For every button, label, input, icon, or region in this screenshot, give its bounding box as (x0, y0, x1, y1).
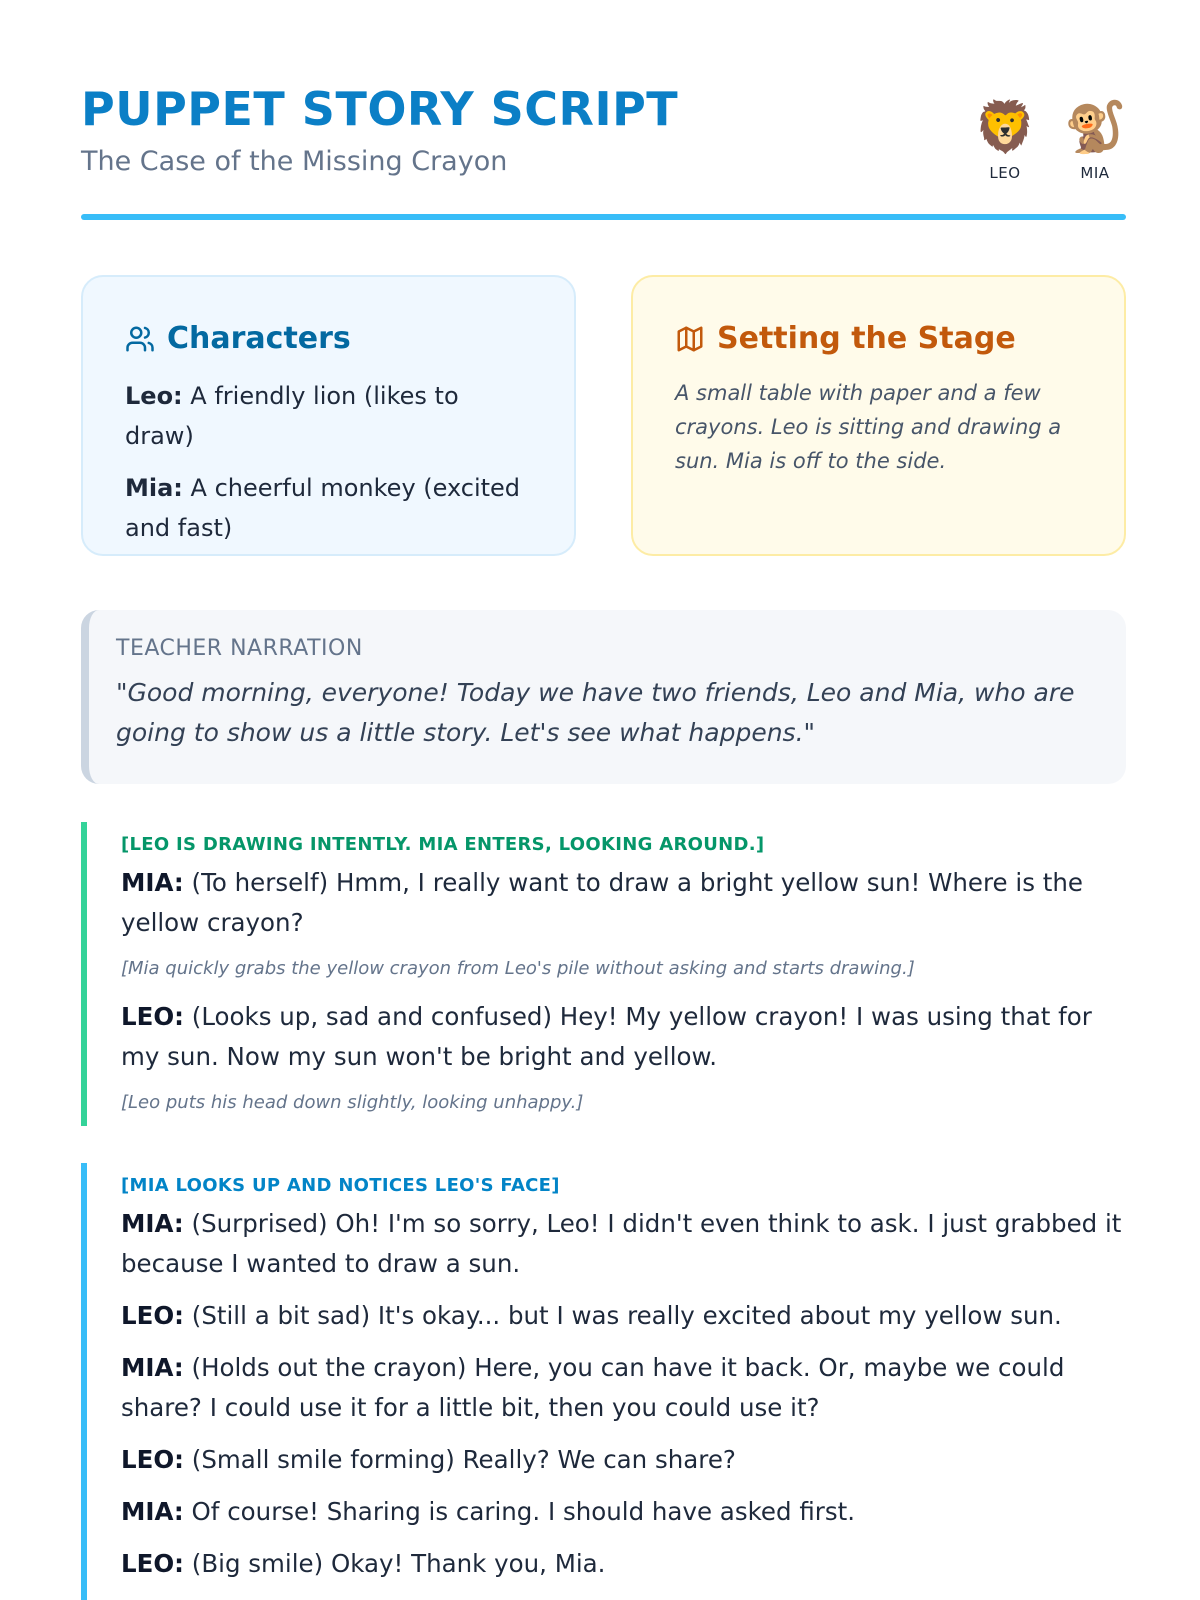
dialogue-text: (Small smile forming) Really? We can share? (191, 1445, 736, 1474)
narration-text: "Good morning, everyone! Today we have two friends, Leo and Mia, who are going to show us a little story. Let's see what happens." (116, 678, 1075, 747)
character-name: Leo: (125, 382, 183, 410)
lion-icon: 🦁 (974, 98, 1037, 156)
script-page (81, 0, 1126, 1600)
dialogue-text: (To herself) Hmm, I really want to draw a bright yellow sun! Where is the yellow crayon? (121, 868, 1083, 937)
characters-heading (125, 321, 532, 356)
dialogue-text: Of course! Sharing is caring. I should have asked first. (191, 1497, 855, 1526)
stage-heading (675, 321, 1082, 356)
map-icon (675, 324, 705, 354)
character-mia (125, 468, 532, 548)
dialogue-line (121, 863, 1126, 943)
dialogue-line (121, 1544, 1126, 1584)
dialogue-line (121, 1296, 1126, 1336)
character-name: Mia: (125, 474, 183, 502)
scene-one (81, 822, 1126, 1126)
stage-heading-text: Setting the Stage (717, 321, 1016, 356)
monkey-icon: 🐒 (1064, 98, 1127, 156)
speaker-name: MIA: (121, 1353, 184, 1382)
page-subtitle: The Case of the Missing Crayon (81, 146, 508, 177)
dialogue-line (121, 1440, 1126, 1480)
character-desc: A cheerful monkey (excited and fast) (125, 474, 521, 542)
character-desc: A friendly lion (likes to draw) (125, 382, 459, 450)
dialogue-text: (Surprised) Oh! I'm so sorry, Leo! I didn't even think to ask. I just grabbed it because I wanted to draw a sun. (121, 1209, 1122, 1278)
puppet-mia (1064, 96, 1126, 182)
character-leo (125, 376, 532, 456)
puppet-badges (974, 96, 1126, 182)
speaker-name: MIA: (121, 868, 184, 897)
dialogue-text: (Looks up, sad and confused) Hey! My yellow crayon! I was using that for my sun. Now my sun won't be bright and yellow. (121, 1002, 1092, 1071)
puppet-name: MIA (1080, 164, 1110, 182)
stage-direction: [Leo puts his head down slightly, looking unhappy.] (121, 1092, 584, 1113)
page-title: PUPPET STORY SCRIPT (81, 82, 679, 136)
puppet-leo (974, 96, 1036, 182)
characters-heading-text: Characters (167, 321, 351, 356)
stage-direction: [Mia quickly grabs the yellow crayon from Leo's pile without asking and starts drawing.] (121, 958, 915, 979)
puppet-name: LEO (989, 164, 1021, 182)
speaker-name: LEO: (121, 1445, 184, 1474)
scene-two (81, 1163, 1126, 1600)
dialogue-line (121, 1204, 1126, 1284)
dialogue-text: (Big smile) Okay! Thank you, Mia. (191, 1549, 606, 1578)
header-divider (81, 214, 1126, 220)
speaker-name: MIA: (121, 1209, 184, 1238)
header (81, 82, 1126, 222)
speaker-name: MIA: (121, 1497, 184, 1526)
dialogue-line (121, 1348, 1126, 1428)
narration-label: TEACHER NARRATION (116, 636, 363, 661)
users-icon (125, 324, 155, 354)
speaker-name: LEO: (121, 1301, 184, 1330)
stage-cue: [LEO IS DRAWING INTENTLY. MIA ENTERS, LOOKING AROUND.] (121, 834, 765, 855)
dialogue-line (121, 997, 1126, 1077)
speaker-name: LEO: (121, 1549, 184, 1578)
stage-description: A small table with paper and a few crayons. Leo is sitting and drawing a sun. Mia is off to the side. (675, 381, 1062, 473)
characters-card (81, 275, 576, 556)
stage-cue: [MIA LOOKS UP AND NOTICES LEO'S FACE] (121, 1175, 560, 1196)
stage-card (631, 275, 1126, 556)
dialogue-text: (Holds out the crayon) Here, you can have it back. Or, maybe we could share? I could use it for a little bit, then you could use it? (121, 1353, 1065, 1422)
dialogue-line (121, 1492, 1126, 1532)
dialogue-text: (Still a bit sad) It's okay... but I was really excited about my yellow sun. (191, 1301, 1062, 1330)
speaker-name: LEO: (121, 1002, 184, 1031)
teacher-narration (81, 610, 1126, 784)
